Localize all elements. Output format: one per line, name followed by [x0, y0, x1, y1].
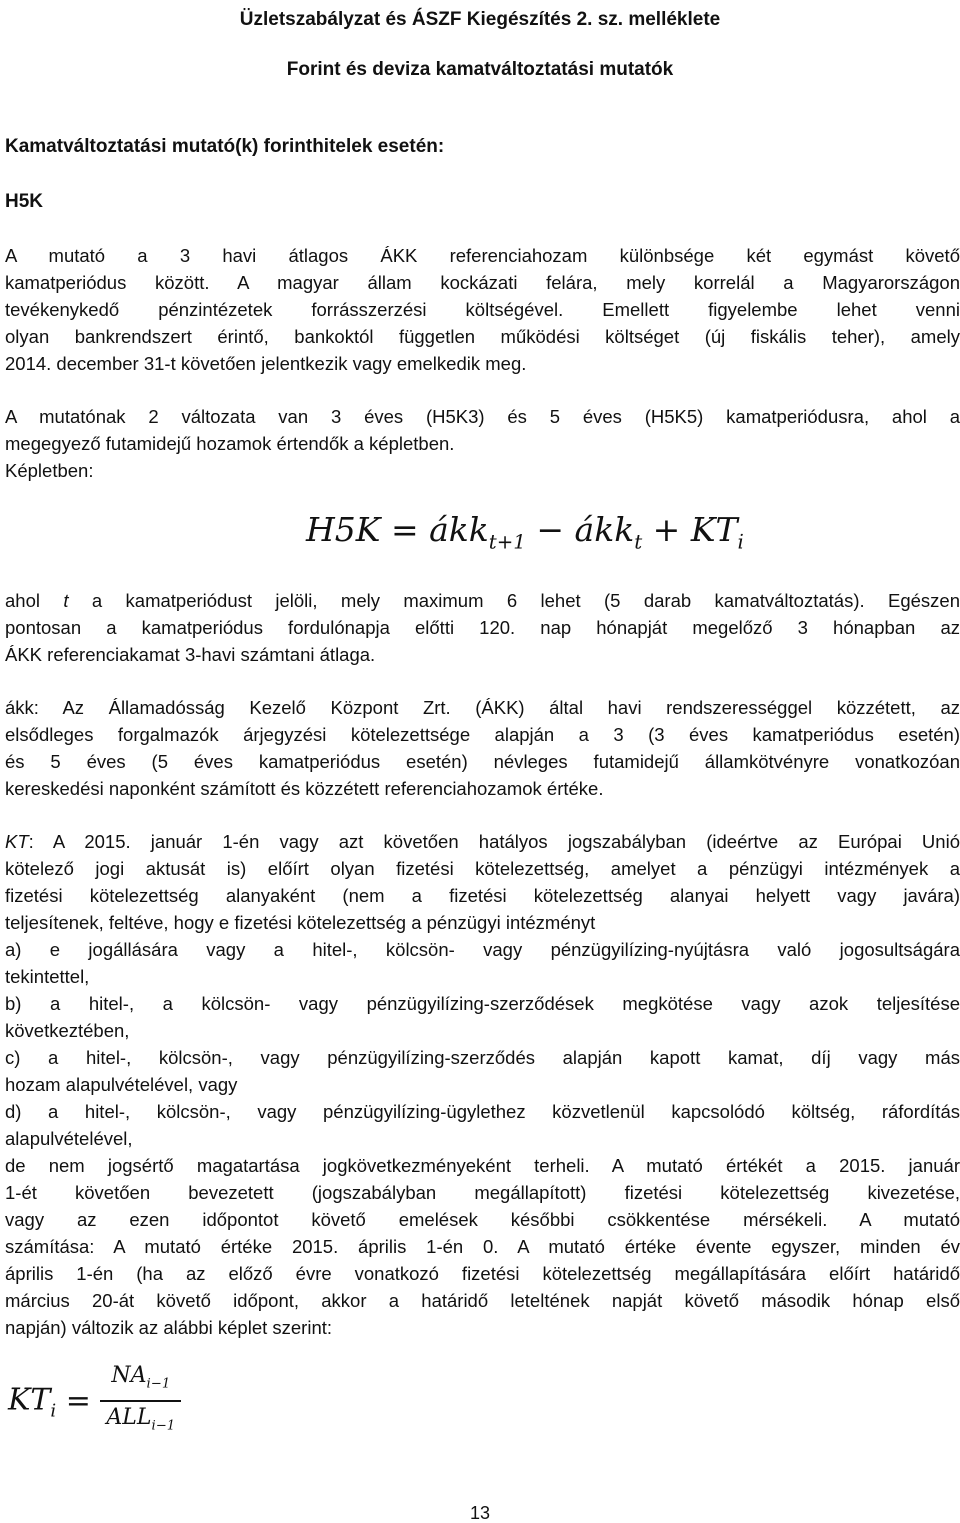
h5k-formula	[306, 508, 744, 565]
document-title: Üzletszabályzat és ÁSZF Kiegészítés 2. sz. melléklete	[239, 9, 721, 30]
formula-term: ákk	[574, 510, 635, 549]
formula-plus: +	[652, 510, 681, 549]
fraction-denominator	[100, 1402, 181, 1440]
p5-line: b) a hitel-, a kölcsön- vagy pénzügyilízing-szerződések megkötése vagy azok teljesítése	[5, 993, 960, 1014]
formula-subscript: t+1	[488, 530, 526, 554]
variable-t: t	[63, 590, 69, 611]
numerator-term: NA	[111, 1363, 147, 1388]
p2-line: A mutatónak 2 változata van 3 éves (H5K3) és 5 éves (H5K5) kamatperiódusra, ahol a	[5, 406, 960, 427]
formula-minus: −	[536, 510, 565, 549]
formula-subscript: i−1	[151, 1418, 176, 1434]
p3-text: ahol	[5, 590, 64, 611]
p5-line: de nem jogsértő magatartása jogkövetkezményeként terheli. A mutató értékét a 2015. január	[5, 1155, 960, 1176]
p5-line: c) a hitel-, kölcsön-, vagy pénzügyilízing-szerződés alapján kapott kamat, díj vagy más	[5, 1047, 960, 1068]
page-number: 13	[469, 1503, 491, 1523]
p3-text: a kamatperiódust jelöli, mely maximum 6 lehet (5 darab kamatváltoztatás). Egészen	[68, 590, 960, 611]
p5-text: : A 2015. január 1-én vagy azt követően hatályos jogszabályban (ideértve az Európai Unió	[28, 831, 960, 852]
formula-subscript: i	[50, 1400, 57, 1422]
denominator-term: ALL	[106, 1405, 152, 1431]
formula-lhs: H5K	[306, 510, 381, 549]
formula-subscript: i−1	[146, 1376, 171, 1392]
p1-line: 2014. december 31-t követően jelentkezik vagy emelkedik meg.	[5, 353, 527, 374]
p5-line: d) a hitel-, kölcsön-, vagy pénzügyilízing-ügylethez közvetlenül kapcsolódó költség, ráfordítás	[5, 1101, 960, 1122]
p3-line: pontosan a kamatperiódus fordulónapja előtti 120. nap hónapját megelőző 3 hónapban az	[5, 617, 960, 638]
formula-subscript: t	[634, 530, 643, 554]
p5-line: fizetési kötelezettség alanyaként (nem a fizetési kötelezettség alanyai helyett vagy javára)	[5, 885, 960, 906]
p1-line: A mutató a 3 havi átlagos ÁKK referenciahozam különbsége két egymást követő	[5, 245, 960, 266]
kt-term: KT	[5, 831, 29, 852]
formula-lhs: KT	[8, 1382, 51, 1418]
p1-line: tevékenykedő pénzintézetek forrásszerzési költségével. Emellett figyelembe lehet venni	[5, 299, 960, 320]
indicator-name: H5K	[5, 191, 44, 212]
formula-equals: =	[390, 510, 419, 549]
p3-line	[5, 587, 960, 614]
p5-line: teljesítenek, feltéve, hogy e fizetési kötelezettség a pénzügyi intézményt	[5, 912, 596, 933]
p5-line: hozam alapulvételével, vagy	[5, 1074, 238, 1095]
formula-fraction	[100, 1362, 181, 1441]
p5-line: vagy az ezen időpontot követő emelések későbbi csökkentése mérsékeli. A mutató	[5, 1209, 960, 1230]
p5-line: a) e jogállására vagy a hitel-, kölcsön- vagy pénzügyilízing-nyújtásra való jogosultságára	[5, 939, 960, 960]
p5-line: alapulvételével,	[5, 1128, 133, 1149]
p5-line: március 20-át követő időpont, akkor a határidő leteltének napját követő második hónap első	[5, 1290, 960, 1311]
p4-line: elsődleges forgalmazók árjegyzési kötelezettsége alapján a 3 (3 éves kamatperiódus esetén)	[5, 724, 960, 745]
p5-line: 1-ét követően bevezetett (jogszabályban megállapított) fizetési kötelezettség kivezetése,	[5, 1182, 960, 1203]
p5-line: kötelező jogi aktusát is) előírt olyan fizetési kötelezettség, amelyet a pénzügyi intézmények a	[5, 858, 960, 879]
p1-line: kamatperiódus között. A magyar állam kockázati felára, mely korrelál a Magyarországon	[5, 272, 960, 293]
p5-line: április 1-én (ha az előző évre vonatkozó fizetési kötelezettség megállapítására előírt határidő	[5, 1263, 960, 1284]
p5-line: számítása: A mutató értéke 2015. április 1-én 0. A mutató értéke évente egyszer, minden év	[5, 1236, 960, 1257]
p3-line: ÁKK referenciakamat 3-havi számtani átlaga.	[5, 644, 376, 665]
formula-subscript: i	[737, 530, 744, 554]
p4-line: ákk: Az Államadósság Kezelő Központ Zrt. (ÁKK) által havi rendszerességgel közzétett, az	[5, 697, 960, 718]
section-heading: Kamatváltoztatási mutató(k) forinthitelek esetén:	[5, 136, 445, 157]
formula-equals: =	[65, 1383, 91, 1419]
p4-line: kereskedési naponként számított és közzétett referenciahozamok értéke.	[5, 778, 604, 799]
fraction-numerator	[100, 1362, 181, 1402]
p4-line: és 5 éves (5 éves kamatperiódus esetén) névleges futamidejű államkötvényre vonatkozóan	[5, 751, 960, 772]
p5-line: tekintettel,	[5, 966, 90, 987]
formula-term: KT	[690, 510, 738, 549]
p5-line: következtében,	[5, 1020, 130, 1041]
p2-line: Képletben:	[5, 460, 94, 481]
kt-formula	[8, 1362, 181, 1441]
p5-line: napján) változik az alábbi képlet szerint:	[5, 1317, 333, 1338]
formula-term: ákk	[429, 510, 489, 549]
p2-line: megegyező futamidejű hozamok értendők a képletben.	[5, 433, 455, 454]
document-subtitle: Forint és deviza kamatváltoztatási mutatók	[286, 59, 674, 80]
p1-line: olyan bankrendszert érintő, bankoktól független működési költséget (új fiskális teher), amely	[5, 326, 960, 347]
p5-line	[5, 828, 960, 855]
